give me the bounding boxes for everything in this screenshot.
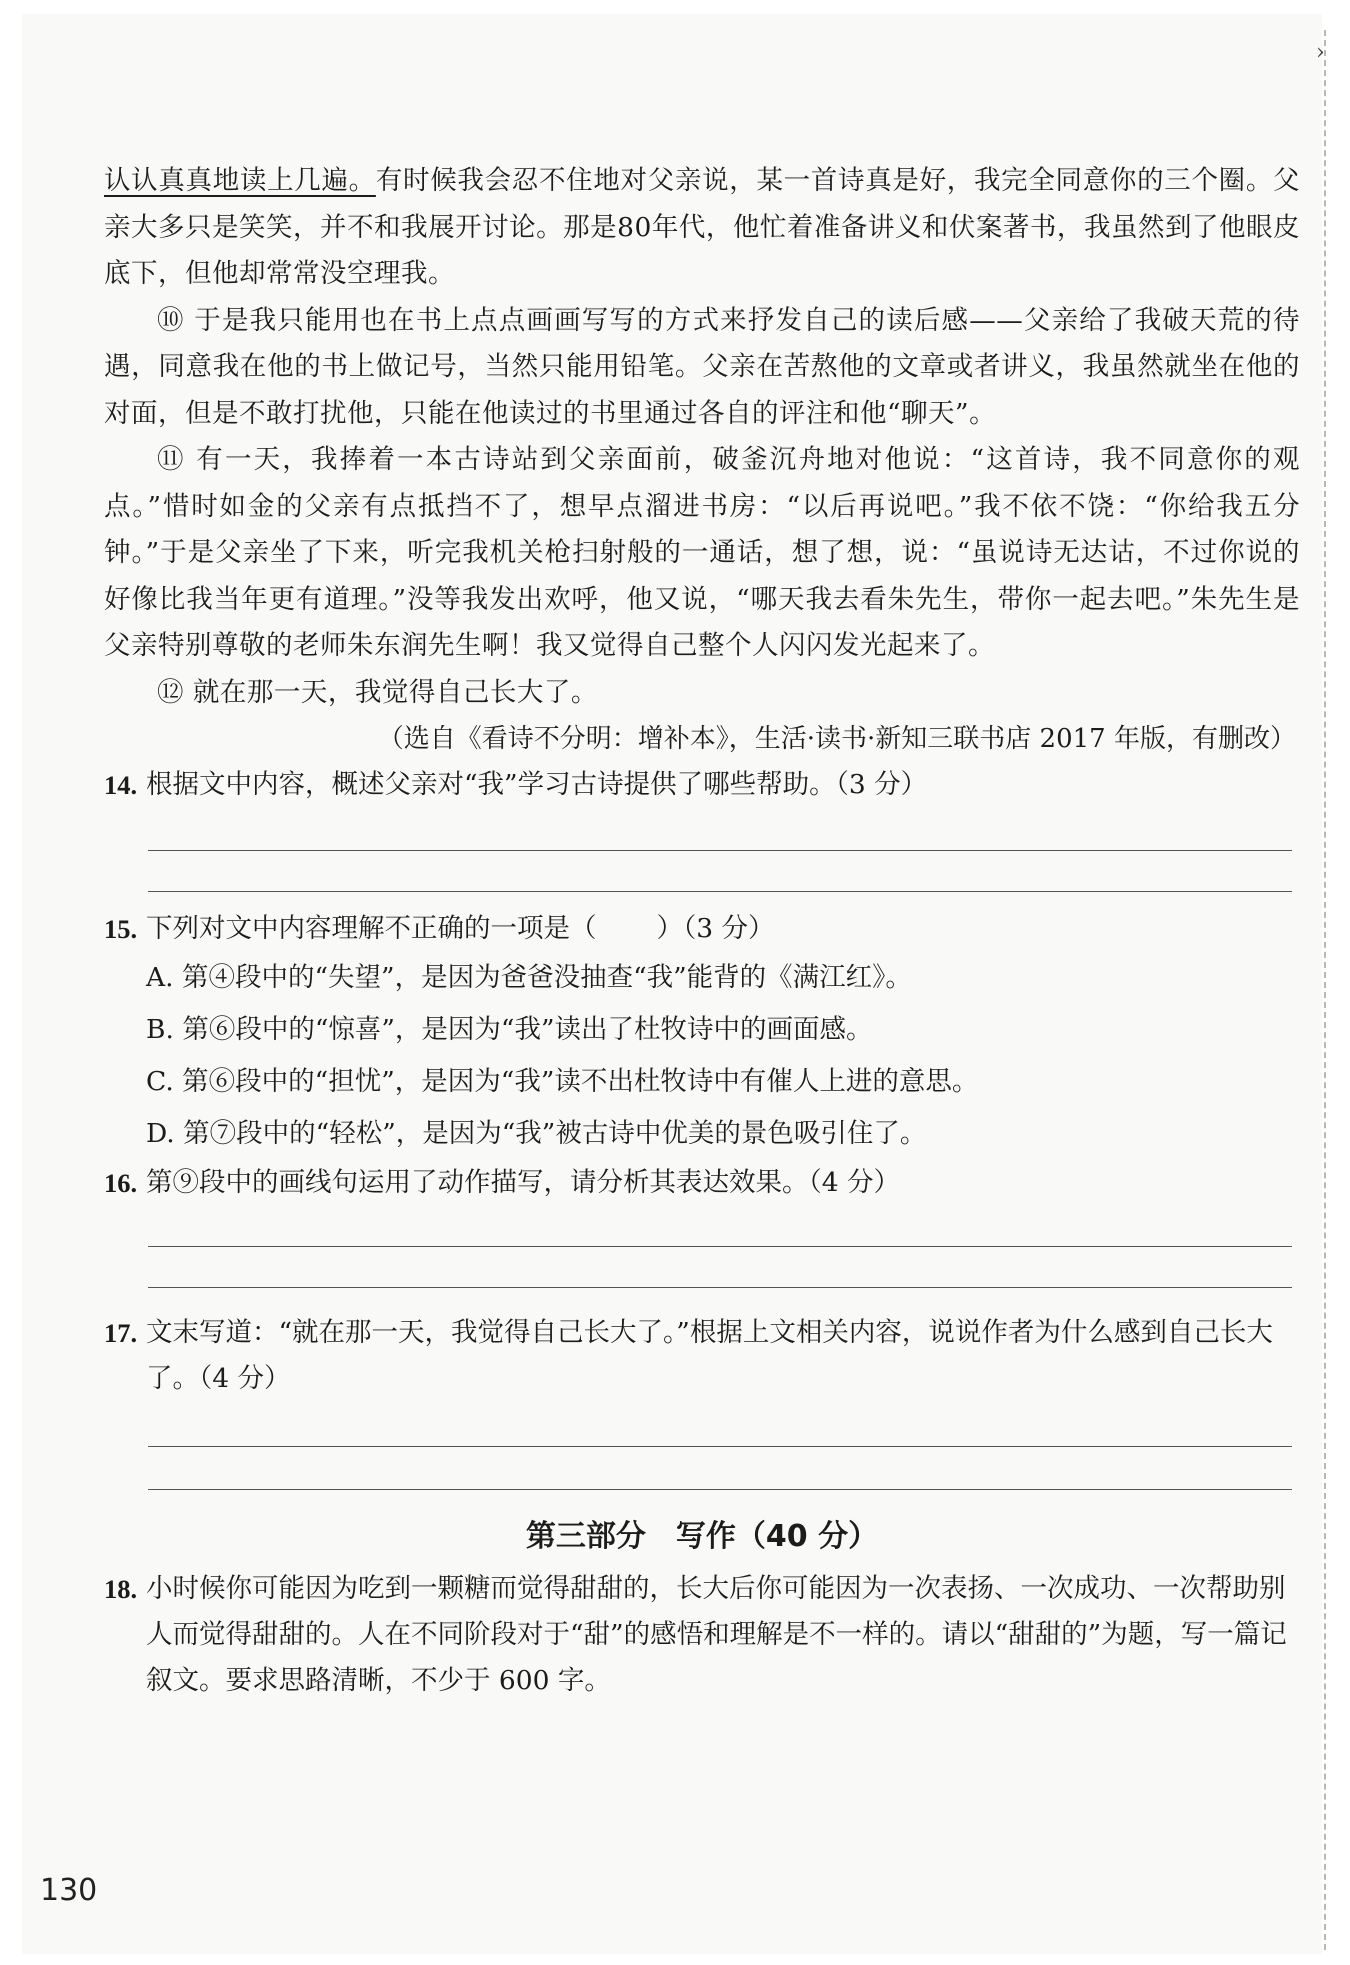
binding-edge-line	[1324, 30, 1326, 1950]
underlined-sentence: 认认真真地读上几遍。	[104, 165, 376, 196]
question-number: 17.	[104, 1318, 138, 1348]
question-15	[104, 906, 1300, 952]
question-17	[104, 1310, 1300, 1402]
corner-mark: ›	[1316, 40, 1325, 65]
question-number: 15.	[104, 914, 138, 944]
paragraph-10: ⑩ 于是我只能用也在书上点点画画写写的方式来抒发自己的读后感——父亲给了我破天荒的待遇，同意我在他的书上做记号，当然只能用铅笔。父亲在苦熬他的文章或者讲义，我虽然就坐在他的对面，但是不敢打扰他，只能在他读过的书里通过各自的评注和他“聊天”。	[104, 304, 1300, 429]
question-number: 16.	[104, 1168, 138, 1198]
question-number: 14.	[104, 770, 138, 800]
option-c[interactable]: C. 第⑥段中的“担忧”，是因为“我”读不出杜牧诗中有催人上进的意思。	[146, 1066, 979, 1097]
question-14	[104, 762, 1300, 808]
question-text: 根据文中内容，概述父亲对“我”学习古诗提供了哪些帮助。（3 分）	[146, 769, 928, 800]
paragraph-11: ⑪ 有一天，我捧着一本古诗站到父亲面前，破釜沉舟地对他说：“这首诗，我不同意你的观点。”惜时如金的父亲有点抵挡不了，想早点溜进书房：“以后再说吧。”我不依不饶：“你给我五分钟。”于是父亲坐了下来，听完我机关枪扫射般的一通话，想了想，说：“虽说诗无达诂，不过你说的好像比我当年更有道理。”没等我发出欢呼，他又说，“哪天我去看朱先生，带你一起去吧。”朱先生是父亲特别尊敬的老师朱东润先生啊！我又觉得自己整个人闪闪发光起来了。	[104, 444, 1300, 661]
question-16	[104, 1160, 1300, 1206]
option-d[interactable]: D. 第⑦段中的“轻松”，是因为“我”被古诗中优美的景色吸引住了。	[146, 1118, 927, 1149]
paragraph-9-continued	[104, 158, 1300, 298]
paragraph-12: ⑫ 就在那一天，我觉得自己长大了。	[157, 676, 598, 708]
question-text: 小时候你可能因为吃到一颗糖而觉得甜甜的，长大后你可能因为一次表扬、一次成功、一次帮助别人而觉得甜甜的。人在不同阶段对于“甜”的感悟和理解是不一样的。请以“甜甜的”为题，写一篇记叙文。要求思路清晰，不少于 600 字。	[146, 1573, 1287, 1696]
main-content	[104, 158, 1300, 1704]
question-number: 18.	[104, 1574, 138, 1604]
page-number: 130	[40, 1873, 98, 1908]
option-b[interactable]: B. 第⑥段中的“惊喜”，是因为“我”读出了杜牧诗中的画面感。	[146, 1014, 873, 1045]
option-a[interactable]: A. 第④段中的“失望”，是因为爸爸没抽查“我”能背的《满江红》。	[146, 962, 912, 993]
section-title: 第三部分 写作（40 分）	[525, 1519, 879, 1554]
question-18	[104, 1566, 1300, 1704]
source-citation: （选自《看诗不分明：增补本》，生活·读书·新知三联书店 2017 年版，有删改）	[377, 724, 1296, 754]
question-text: 文末写道：“就在那一天，我觉得自己长大了。”根据上文相关内容，说说作者为什么感到自己长大了。（4 分）	[146, 1317, 1273, 1394]
question-text: 下列对文中内容理解不正确的一项是（	[146, 913, 597, 944]
question-points: ）（3 分）	[656, 913, 775, 944]
paragraph-9-text: 有时候我会忍不住地对父亲说，某一首诗真是好，我完全同意你的三个圈。父亲大多只是笑笑，并不和我展开讨论。那是80年代，他忙着准备讲义和伏案著书，我虽然到了他眼皮底下，但他却常常没空理我。	[104, 165, 1301, 289]
question-text: 第⑨段中的画线句运用了动作描写，请分析其表达效果。（4 分）	[146, 1167, 901, 1198]
